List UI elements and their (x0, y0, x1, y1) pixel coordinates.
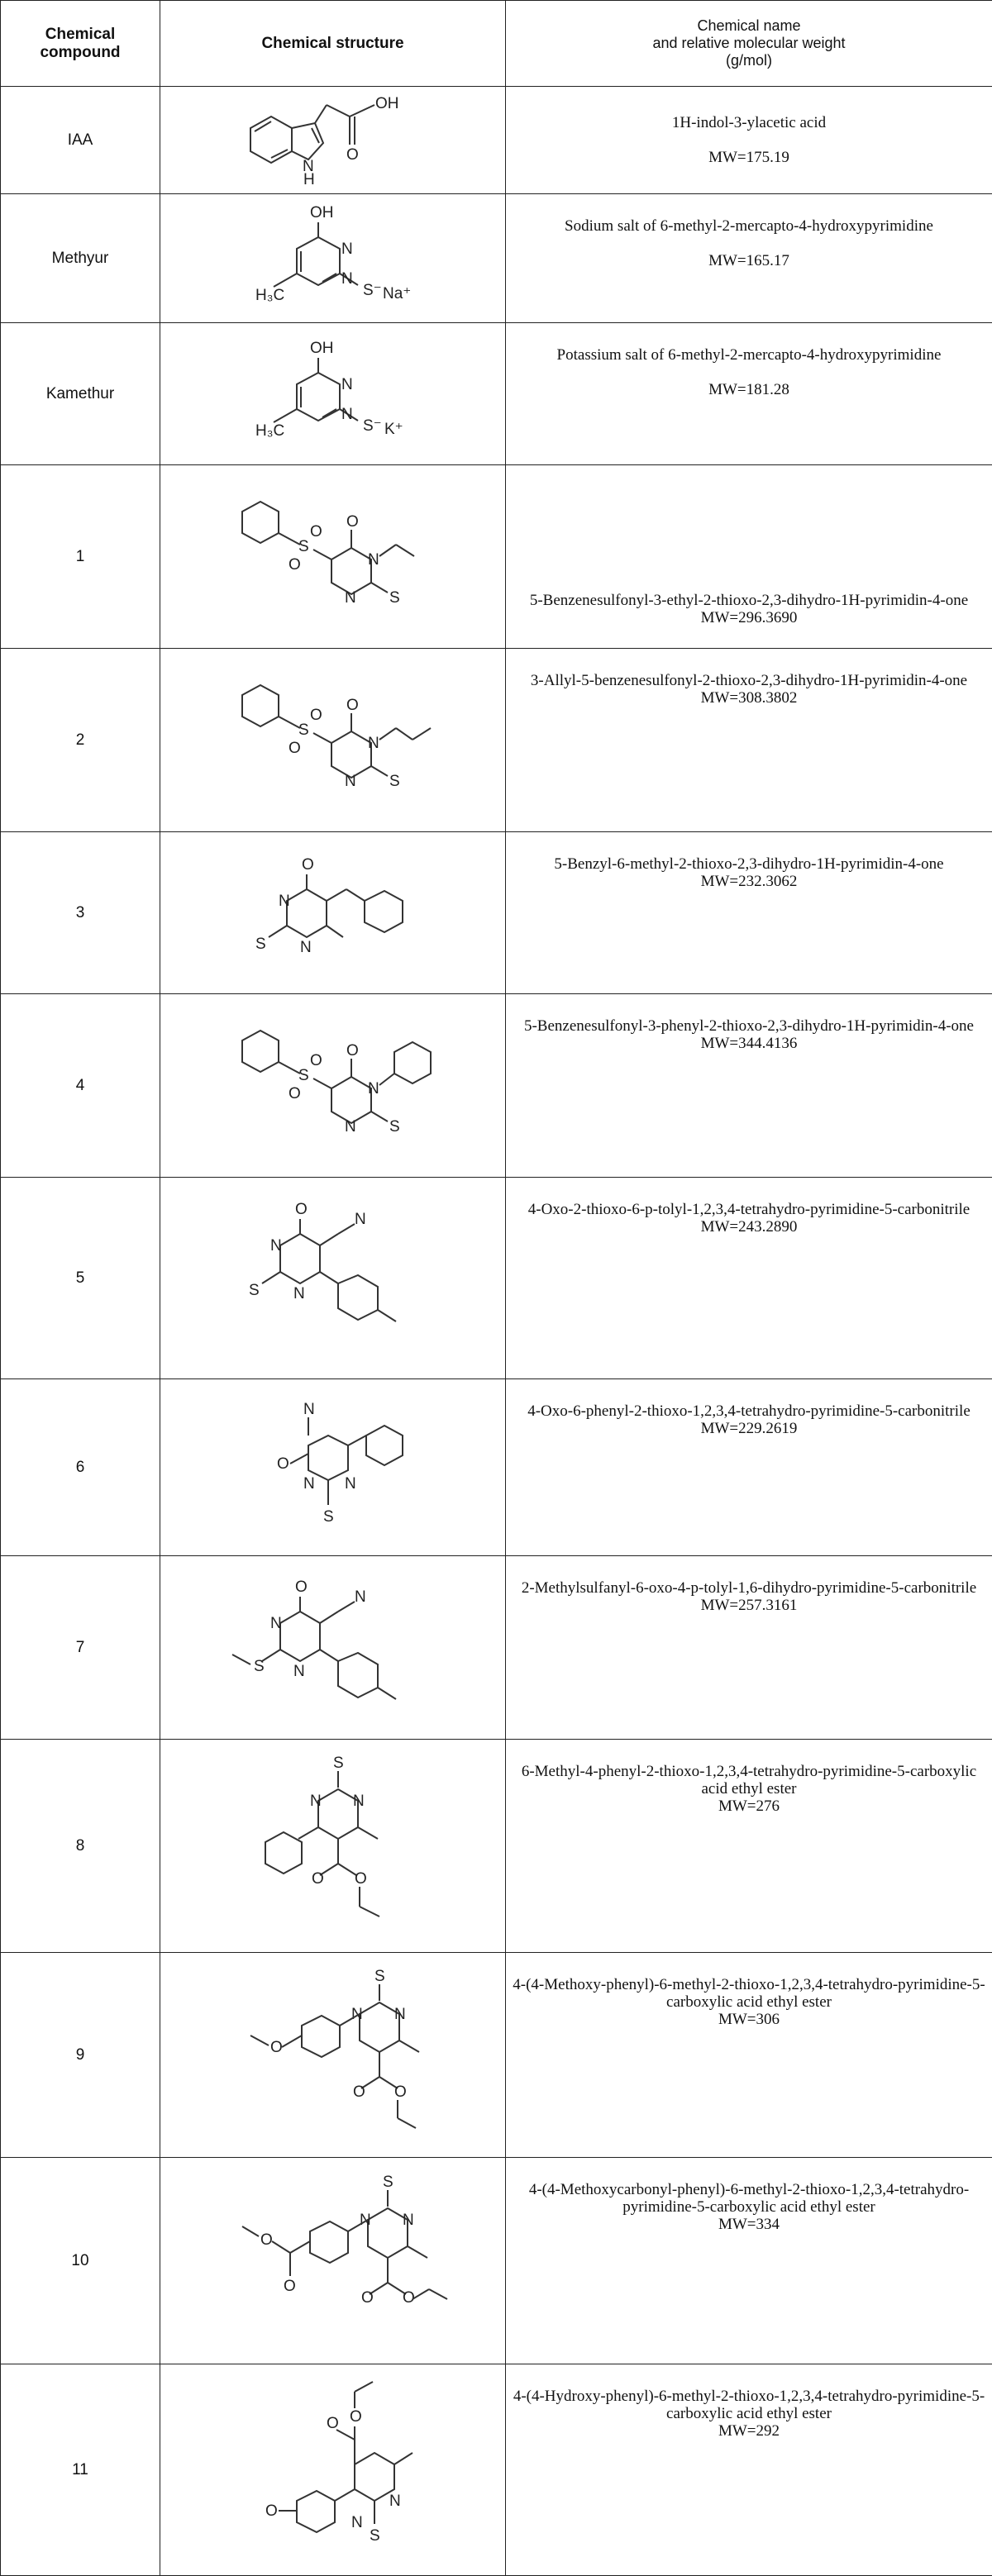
svg-text:N: N (341, 240, 353, 258)
svg-text:S⁻: S⁻ (363, 417, 382, 435)
chemical-name-cell (506, 1953, 992, 2158)
chemical-name: 2-Methylsulfanyl-6-oxo-4-p-tolyl-1,6-dihydro-pyrimidine-5-carbonitrile (522, 1579, 976, 1597)
svg-text:N: N (351, 2006, 363, 2023)
svg-text:N: N (341, 376, 353, 393)
compound-4-structure (160, 994, 506, 1178)
table-row (1, 465, 992, 649)
compound-2-structure (160, 649, 506, 832)
chemical-name: 6-Methyl-4-phenyl-2-thioxo-1,2,3,4-tetrahydro-pyrimidine-5-carboxylic acid ethyl ester (522, 1763, 976, 1797)
svg-text:O: O (310, 707, 322, 724)
header-structure-label: Chemical structure (261, 35, 403, 52)
svg-text:O: O (295, 1201, 308, 1218)
chemical-name-cell (506, 465, 992, 649)
chemical-name-cell (506, 994, 992, 1178)
svg-text:N: N (394, 2006, 406, 2023)
svg-text:N: N (345, 773, 356, 790)
svg-text:K⁺: K⁺ (384, 421, 403, 438)
svg-text:O: O (346, 697, 359, 714)
chemical-name: 1H-indol-3-ylacetic acid (672, 114, 826, 131)
compound-8-structure (160, 1740, 506, 1953)
compound-id: 6 (1, 1379, 160, 1556)
chemical-name-cell (506, 323, 992, 465)
molecular-weight: MW=308.3802 (513, 689, 985, 707)
table-row (1, 1379, 992, 1556)
svg-text:O: O (353, 2083, 365, 2101)
compound-id: 5 (1, 1178, 160, 1379)
svg-text:S: S (383, 2174, 393, 2191)
svg-text:O: O (277, 1455, 289, 1473)
molecular-weight: MW=276 (513, 1797, 985, 1815)
svg-text:OH: OH (310, 340, 334, 357)
molecular-weight: MW=344.4136 (513, 1035, 985, 1052)
compound-id: 2 (1, 649, 160, 832)
svg-text:N: N (355, 1588, 366, 1606)
svg-text:S: S (389, 1118, 400, 1136)
svg-text:N: N (345, 1475, 356, 1493)
compound-id: 8 (1, 1740, 160, 1953)
kamethur-structure (160, 323, 506, 465)
svg-text:O: O (346, 513, 359, 531)
table-row (1, 1556, 992, 1740)
svg-text:O: O (355, 1870, 367, 1888)
svg-text:O: O (310, 523, 322, 540)
svg-text:S: S (254, 1658, 265, 1675)
compound-id: 1 (1, 465, 160, 649)
table-row (1, 194, 992, 323)
compound-9-structure (160, 1953, 506, 2158)
svg-text:Na⁺: Na⁺ (383, 285, 411, 302)
svg-text:O: O (284, 2278, 296, 2295)
compound-6-structure (160, 1379, 506, 1556)
header-chemical-structure (160, 1, 506, 87)
svg-text:S: S (298, 538, 309, 555)
table-row (1, 1740, 992, 1953)
compound-11-structure (160, 2364, 506, 2576)
header-compound-line2: compound (1, 44, 160, 62)
svg-text:OH: OH (375, 95, 399, 112)
svg-text:O: O (289, 740, 301, 757)
chemical-name-cell (506, 1178, 992, 1379)
molecular-weight: MW=306 (513, 2011, 985, 2028)
svg-text:O: O (346, 146, 359, 164)
compound-10-structure (160, 2158, 506, 2364)
compound-7-structure (160, 1556, 506, 1740)
svg-text:N: N (351, 2514, 363, 2531)
svg-text:N: N (345, 589, 356, 607)
table-row (1, 2364, 992, 2576)
svg-text:O: O (327, 2415, 339, 2432)
svg-text:S⁻: S⁻ (363, 282, 382, 299)
chemical-name-cell (506, 194, 992, 323)
compound-id: Kamethur (1, 323, 160, 465)
svg-text:S: S (323, 1508, 334, 1526)
chemical-name: 4-(4-Hydroxy-phenyl)-6-methyl-2-thioxo-1,2,3,4-tetrahydro-pyrimidine-5-carboxylic acid ethyl ester (513, 2388, 985, 2422)
table-row (1, 2158, 992, 2364)
svg-text:O: O (310, 1052, 322, 1069)
svg-text:O: O (270, 2039, 283, 2056)
molecular-weight: MW=229.2619 (513, 1420, 985, 1437)
chemical-name-cell (506, 2364, 992, 2576)
svg-text:N: N (403, 2212, 414, 2229)
svg-text:N: N (368, 735, 379, 752)
table-row (1, 649, 992, 832)
table-row (1, 87, 992, 194)
molecular-weight: MW=232.3062 (513, 873, 985, 890)
header-chemical-compound (1, 1, 160, 87)
svg-text:N: N (279, 893, 290, 910)
svg-text:N: N (310, 1793, 322, 1810)
header-name-line3: (g/mol) (506, 52, 992, 69)
molecular-weight: MW=257.3161 (513, 1597, 985, 1614)
svg-text:O: O (361, 2289, 374, 2307)
chemical-name: 4-(4-Methoxy-phenyl)-6-methyl-2-thioxo-1,2,3,4-tetrahydro-pyrimidine-5-carboxylic acid ethyl ester (513, 1976, 985, 2011)
svg-text:O: O (350, 2408, 362, 2426)
svg-text:N: N (303, 158, 314, 175)
svg-text:S: S (298, 1067, 309, 1084)
chemical-name-cell (506, 832, 992, 994)
chemical-name-cell (506, 2158, 992, 2364)
compound-id: 7 (1, 1556, 160, 1740)
header-row (1, 1, 992, 87)
svg-text:H₃C: H₃C (255, 422, 284, 440)
svg-text:N: N (389, 2493, 401, 2510)
svg-text:N: N (270, 1237, 282, 1255)
chemical-name-cell (506, 1556, 992, 1740)
header-name-line1: Chemical name (506, 17, 992, 35)
svg-text:N: N (368, 1080, 379, 1098)
chemical-name-cell (506, 1740, 992, 1953)
chemical-name-cell (506, 649, 992, 832)
molecular-weight: MW=292 (513, 2422, 985, 2440)
molecular-weight: MW=243.2890 (513, 1218, 985, 1236)
chemical-name: 3-Allyl-5-benzenesulfonyl-2-thioxo-2,3-dihydro-1H-pyrimidin-4-one (531, 672, 967, 689)
svg-text:N: N (293, 1285, 305, 1302)
chemical-name: 5-Benzyl-6-methyl-2-thioxo-2,3-dihydro-1H-pyrimidin-4-one (554, 855, 943, 873)
svg-text:O: O (346, 1042, 359, 1059)
svg-text:O: O (289, 556, 301, 574)
svg-text:O: O (394, 2083, 407, 2101)
compound-id: 11 (1, 2364, 160, 2576)
chemical-name: 4-(4-Methoxycarbonyl-phenyl)-6-methyl-2-thioxo-1,2,3,4-tetrahydro-pyrimidine-5-carboxylic acid ethyl ester (529, 2181, 969, 2216)
table-row (1, 323, 992, 465)
svg-text:N: N (345, 1118, 356, 1136)
svg-text:OH: OH (310, 204, 334, 221)
svg-text:O: O (403, 2289, 415, 2307)
chemical-name: 5-Benzenesulfonyl-3-ethyl-2-thioxo-2,3-dihydro-1H-pyrimidin-4-one (530, 592, 968, 609)
chemical-name: 5-Benzenesulfonyl-3-phenyl-2-thioxo-2,3-dihydro-1H-pyrimidin-4-one (524, 1017, 974, 1035)
molecular-weight: MW=175.19 (513, 149, 985, 166)
compound-id: 4 (1, 994, 160, 1178)
svg-text:N: N (341, 270, 353, 288)
chemical-name: 4-Oxo-2-thioxo-6-p-tolyl-1,2,3,4-tetrahydro-pyrimidine-5-carbonitrile (528, 1201, 971, 1218)
svg-text:S: S (374, 1968, 385, 1985)
compound-5-structure (160, 1178, 506, 1379)
svg-text:S: S (370, 2527, 380, 2545)
compound-3-structure (160, 832, 506, 994)
svg-text:O: O (295, 1578, 308, 1596)
molecular-weight: MW=165.17 (513, 252, 985, 269)
table-row (1, 1178, 992, 1379)
compound-id: IAA (1, 87, 160, 194)
svg-text:H₃C: H₃C (255, 287, 284, 304)
compound-1-structure (160, 465, 506, 649)
svg-text:N: N (293, 1663, 305, 1680)
svg-text:O: O (260, 2231, 273, 2249)
svg-text:N: N (368, 551, 379, 569)
chemical-name-cell (506, 1379, 992, 1556)
header-name-line2: and relative molecular weight (506, 35, 992, 52)
svg-text:S: S (389, 589, 400, 607)
table-row (1, 994, 992, 1178)
molecular-weight: MW=181.28 (513, 381, 985, 398)
svg-text:S: S (389, 773, 400, 790)
header-chemical-name (506, 1, 992, 87)
chemical-name-cell (506, 87, 992, 194)
compound-id: 3 (1, 832, 160, 994)
svg-text:N: N (270, 1615, 282, 1632)
table-row (1, 1953, 992, 2158)
chemical-name: Sodium salt of 6-methyl-2-mercapto-4-hydroxypyrimidine (565, 217, 933, 235)
molecular-weight: MW=334 (513, 2216, 985, 2233)
svg-text:N: N (300, 939, 312, 956)
compound-id: Methyur (1, 194, 160, 323)
svg-text:H: H (303, 171, 315, 186)
compound-id: 9 (1, 1953, 160, 2158)
svg-text:N: N (303, 1401, 315, 1418)
molecular-weight: MW=296.3690 (513, 609, 985, 626)
svg-text:N: N (341, 406, 353, 423)
svg-text:N: N (353, 1793, 365, 1810)
compound-id: 10 (1, 2158, 160, 2364)
methyur-structure (160, 194, 506, 323)
svg-text:O: O (312, 1870, 324, 1888)
svg-text:S: S (255, 936, 266, 953)
header-compound-line1: Chemical (1, 26, 160, 44)
svg-text:N: N (355, 1211, 366, 1228)
svg-text:S: S (249, 1282, 260, 1299)
svg-text:O: O (289, 1085, 301, 1102)
svg-text:S: S (333, 1755, 344, 1772)
chemical-name: Potassium salt of 6-methyl-2-mercapto-4-hydroxypyrimidine (557, 346, 942, 364)
svg-text:N: N (360, 2212, 371, 2229)
svg-text:O: O (302, 856, 314, 874)
chemical-name: 4-Oxo-6-phenyl-2-thioxo-1,2,3,4-tetrahydro-pyrimidine-5-carbonitrile (527, 1402, 971, 1420)
table-row (1, 832, 992, 994)
svg-text:O: O (265, 2502, 278, 2520)
indole-acetic-acid-structure (160, 87, 506, 194)
svg-text:S: S (298, 721, 309, 739)
svg-text:N: N (303, 1475, 315, 1493)
